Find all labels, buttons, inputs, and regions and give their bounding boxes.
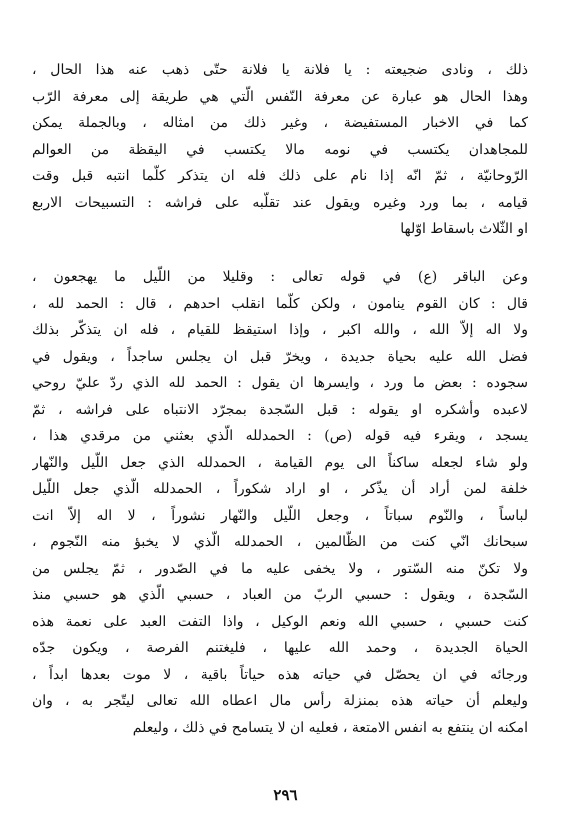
text-line: قيامه ، بما ورد وغيره ويقول عند تقلّبه على فراشه : التسبيحات الاربع [32,194,528,211]
paragraph-1 [32,57,528,243]
text-line: ولا تكنّ منه السّتور ، ولا يخفى عليه ما في الصّدور ، ثمّ يجلس من [32,560,528,577]
text-line: الرّوحانيّة ، ثمّ انّه إذا نام على ذلك فله ان يتذكر كلّما انتبه قبل وقت [32,168,528,184]
text-line: خلفة لمن أراد أن يذّكر ، او اراد شكوراً ، الحمدلله الّذي جعل اللّيل [32,481,528,497]
text-line: للمجاهدان يكتسب في نومه مالا يكتسب في اليقظة من العوالم [32,141,528,158]
text-line: امكنه ان ينتفع به انفس الامتعة ، فعليه ان لا يتسامح في ذلك ، وليعلم [132,719,528,736]
text-line: ولو شاء لجعله ساكناً الى يوم القيامة ، الحمدلله الذي جعل اللّيل والنّهار [32,454,528,471]
text-line: كما في الاخبار المستفيضة ، وغير ذلك من امثاله ، وبالجملة يمكن [32,115,528,131]
text-line: ذلك ، ونادى ضجيعته : يا فلانة يا فلانة حتّى ذهب عنه هذا الحال ، [32,62,528,78]
text-line: وهذا الحال هو عبارة عن معرفة النّفس الّتي هي طريقة إلى معرفة الرّب [32,88,528,105]
text-line: يسجد ، ويقرء فيه قوله (ص) : الحمدلله الّذي بعثني من مرقدي هذا ، [32,428,528,444]
text-line: وعن الباقر (ع) في قوله تعالى : وقليلا من اللّيل ما يهجعون ، [32,269,528,285]
paragraph-2 [32,264,528,741]
text-line: لاعبده وأشكره او يقوله : قبل السّجدة بمجرّد الانتباه على فراشه ، ثمّ [32,401,528,418]
text-line: فضل الله عليه بحياة جديدة ، ويخرّ قبل ان يجلس ساجداً ، ويقول في [32,348,528,365]
text-line: كنت حسبي ، حسبي الله ونعم الوكيل ، واذا التفت العبد على نعمة هذه [32,613,528,630]
page-number: ٢٩٦ [273,786,298,804]
text-line: الحياة الجديدة ، وحمد الله عليها ، فليغتنم الفرصة ، ويكون جدّه [32,640,528,656]
text-line: سبحانك انّي كنت من الظّالمين ، الحمدلله الّذي لا يخبؤ منه النّجوم ، [32,534,528,550]
text-line: ورجائه في ان يحصّل في حياته هذه حياتاً باقية ، لا موت بعدها ابداً ، [32,666,528,683]
text-line: ولا اله إلاّ الله ، والله اكبر ، وإذا استيقظ للقيام ، فله ان يتذكّر بذلك [32,322,528,338]
text-line: سجوده : بعض ما ورد ، وايسرها ان يقول : الحمد لله الذي ردّ عليّ روحي [32,375,528,391]
text-line: قال : كان القوم ينامون ، ولكن كلّما انقلب احدهم ، قال : الحمد لله ، [32,295,528,312]
text-line: وليعلم أن حياته هذه بمنزلة رأس مال اعطاه الله تعالى ليتّجر به ، وان [32,693,528,709]
text-line: السّجدة ، ويقول : حسبي الربّ من العباد ، حسبي الّذي هو حسبي منذ [32,587,528,603]
text-line: او الثّلاث باسقاط اوّلها [400,221,528,237]
text-line: لباساً ، والنّوم سباتاً ، وجعل اللّيل والنّهار نشوراً ، لا اله إلاّ انت [32,507,528,524]
